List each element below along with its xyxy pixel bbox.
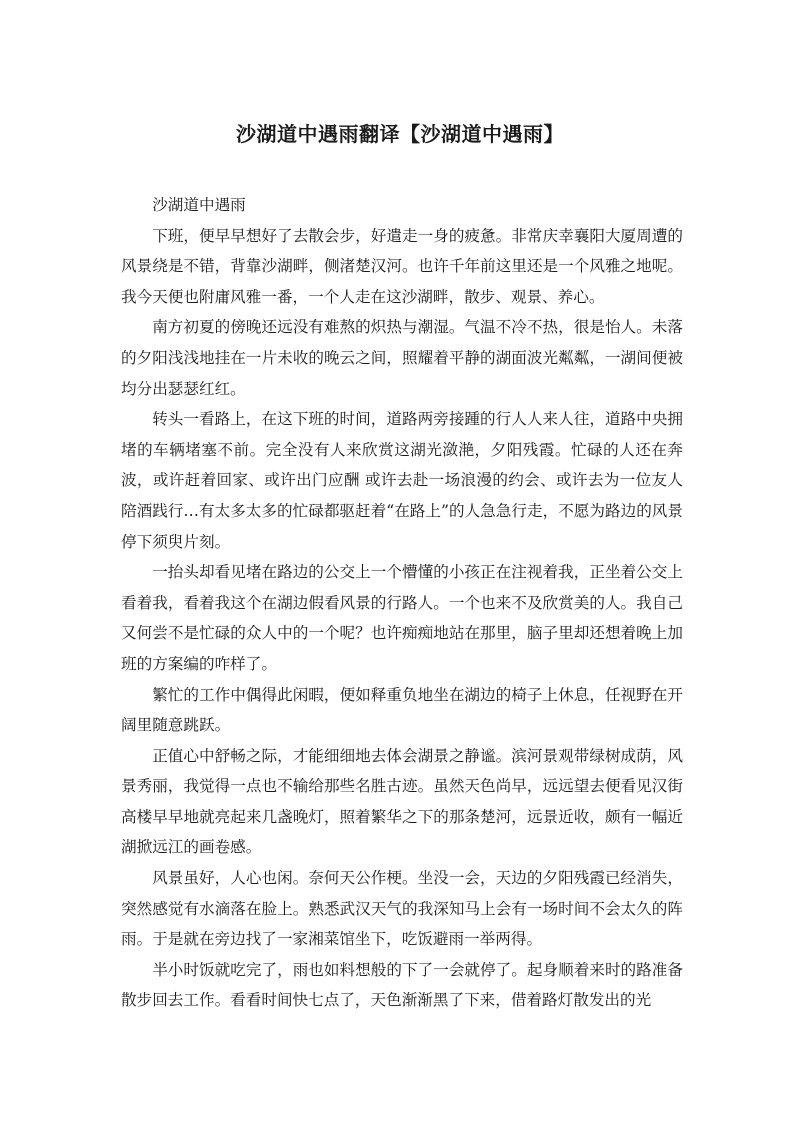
paragraph: 南方初夏的傍晚还远没有难熬的炽热与潮湿。气温不冷不热，很是怡人。未落的夕阳浅浅地挂在一片未收的晚云之间，照耀着平静的湖面波光粼粼，一湖间便被均分出瑟瑟红红。: [121, 318, 683, 398]
paragraph: 繁忙的工作中偶得此闲暇，便如释重负地坐在湖边的椅子上休息，任视野在开阔里随意跳跃。: [121, 685, 683, 735]
paragraph: 正值心中舒畅之际，才能细细地去体会湖景之静谧。滨河景观带绿树成荫，风景秀丽，我觉得一点也不输给那些名胜古迹。虽然天色尚早，远远望去便看见汉街高楼早早地就亮起来几盏晚灯，照着繁华之下的那条楚河，远景近收，颇有一幅近湖掀远江的画卷感。: [121, 746, 683, 857]
paragraph: 风景虽好，人心也闲。奈何天公作梗。坐没一会，天边的夕阳残霞已经消失，突然感觉有水滴落在脸上。熟悉武汉天气的我深知马上会有一场时间不会太久的阵雨。于是就在旁边找了一家湘菜馆坐下，吃饭避雨一举两得。: [121, 869, 683, 949]
paragraph: 半小时饭就吃完了，雨也如料想般的下了一会就停了。起身顺着来时的路准备散步回去工作。看看时间快七点了，天色渐渐黑了下来，借着路灯散发出的光: [121, 960, 683, 1010]
paragraph: 转头一看路上，在这下班的时间，道路两旁接踵的行人人来人往，道路中央拥堵的车辆堵塞不前。完全没有人来欣赏这湖光潋滟，夕阳残霞。忙碌的人还在奔波，或许赶着回家、或许出门应酬 或许去赴一场浪漫的约会、或许去为一位友人陪酒践行…有太多太多的忙碌都驱赶着“在路上”的人急急行走，不愿为路边的风景停下须臾片刻。: [121, 410, 683, 551]
paragraph: 下班，便早早想好了去散会步，好遣走一身的疲惫。非常庆幸襄阳大厦周遭的风景绕是不错，背靠沙湖畔，侧渚楚汉河。也许千年前这里还是一个风雅之地呢。我今天便也附庸风雅一番，一个人走在这沙湖畔，散步、观景、养心。: [121, 226, 683, 306]
paragraph: 一抬头却看见堵在路边的公交上一个懵懂的小孩正在注视着我，正坐着公交上看着我，看着我这个在湖边假看风景的行路人。一个也来不及欣赏美的人。我自己又何尝不是忙碌的众人中的一个呢？也许痴痴地站在那里，脑子里却还想着晚上加班的方案编的咋样了。: [121, 563, 683, 673]
document-title: 沙湖道中遇雨翻译【沙湖道中遇雨】: [236, 122, 564, 146]
document-body: [121, 190, 683, 1016]
section-heading: 沙湖道中遇雨: [152, 196, 246, 214]
